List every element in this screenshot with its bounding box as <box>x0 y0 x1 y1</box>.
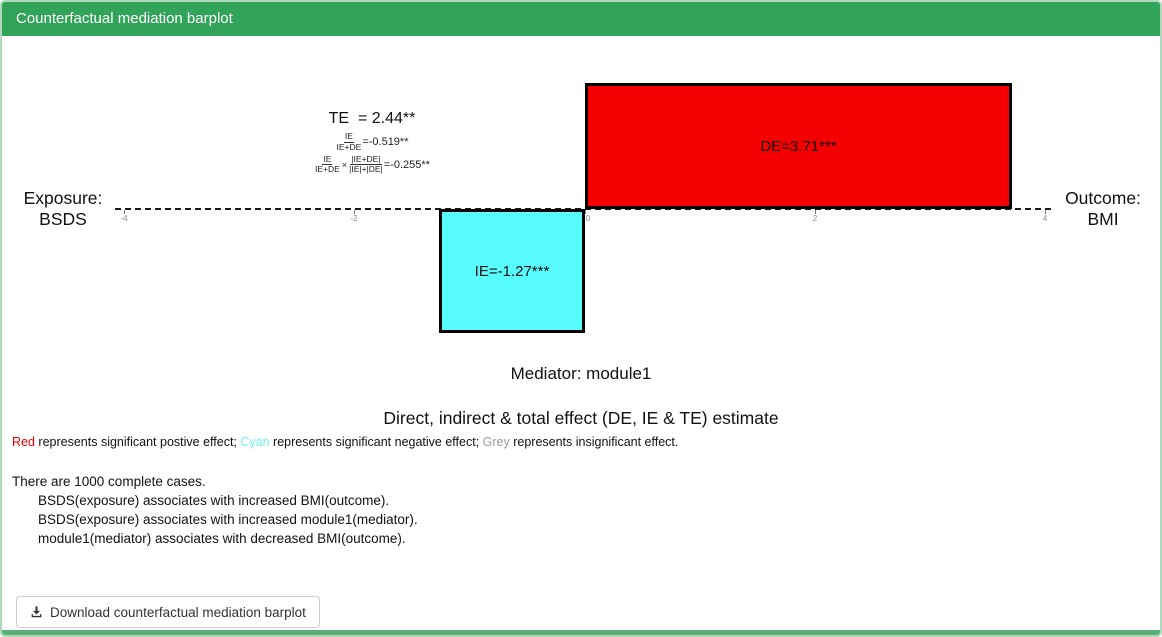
fraction-ie-over-iede: $\frac{IE}{IE+DE}$ <box>336 131 362 152</box>
x-tick-label: 0 <box>585 214 591 223</box>
association-line: BSDS(exposure) associates with increased module1(mediator). <box>38 512 418 527</box>
download-barplot-button[interactable] <box>16 596 320 628</box>
mediator-label: Mediator: module1 <box>510 364 652 383</box>
multiply-sign: × <box>341 159 348 170</box>
association-line: BSDS(exposure) associates with increased BMI(outcome). <box>38 493 390 508</box>
panel-header <box>2 2 1160 36</box>
x-tick-label: 2 <box>812 214 818 223</box>
te-estimate-text: TE = 2.44** <box>328 110 416 127</box>
proportion-mediated-line <box>242 132 502 153</box>
download-button-label: Download counterfactual mediation barplot <box>50 604 306 620</box>
direct-effect-bar <box>585 83 1012 209</box>
color-legend: Red represents significant postive effect; Cyan represents significant negative effect; Grey represents insignificant effect. <box>12 435 679 449</box>
proportion-weighted-value: =-0.255** <box>383 158 430 171</box>
panel-title: Counterfactual mediation barplot <box>16 10 233 27</box>
mediation-barplot <box>2 38 1160 434</box>
complete-cases-line: There are 1000 complete cases. <box>12 474 206 489</box>
legend-red-word: Red <box>12 435 35 449</box>
proportion-mediated-value: =-0.519** <box>362 136 409 149</box>
te-annotation <box>242 110 502 175</box>
indirect-effect-bar <box>439 209 585 333</box>
outcome-label: Outcome: BMI <box>1065 188 1141 229</box>
plot-title: Direct, indirect & total effect (DE, IE & TE) estimate <box>383 408 779 428</box>
fraction-ie-over-iede2: $\frac{IE}{IE+DE}$ <box>315 153 340 175</box>
download-icon <box>30 605 43 619</box>
summary-notes <box>12 472 418 548</box>
indirect-effect-label: IE=-1.27*** <box>474 262 550 280</box>
legend-grey-word: Grey <box>482 435 510 449</box>
panel-footer-bar <box>2 630 1160 635</box>
x-tick-label: 4 <box>1042 214 1048 223</box>
exposure-label: Exposure: BSDS <box>23 188 103 229</box>
legend-cyan-word: Cyan <box>240 435 270 449</box>
direct-effect-label: DE=3.71*** <box>760 137 837 155</box>
association-line: module1(mediator) associates with decreased BMI(outcome). <box>38 531 406 546</box>
x-tick-label: -4 <box>120 214 128 223</box>
fraction-abs-ratio: $\frac{|IE+DE|}{|IE|+|DE|}$ <box>349 153 383 175</box>
x-tick-label: -2 <box>350 214 358 223</box>
proportion-weighted-line <box>242 155 502 176</box>
